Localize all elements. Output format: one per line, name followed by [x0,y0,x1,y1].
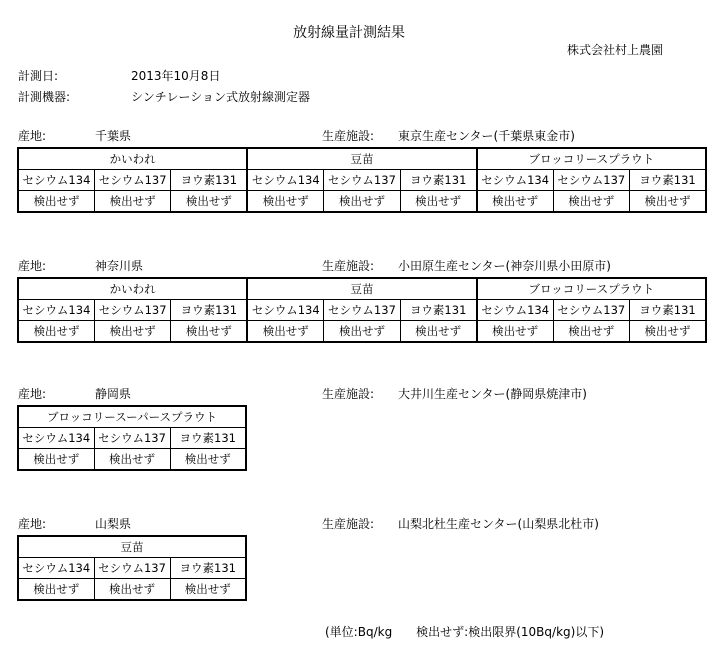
result-cell: 検出せず [324,191,400,213]
isotope-header: セシウム137 [94,428,170,449]
result-cell: 検出せず [400,191,476,213]
origin-value: 神奈川県 [95,259,144,273]
isotope-header: セシウム134 [247,300,323,321]
result-cell: 検出せず [630,321,706,343]
facility-label: 生産施設: [322,387,375,401]
result-table [17,535,247,601]
isotope-header: セシウム137 [94,558,170,579]
isotope-header: セシウム137 [553,170,629,191]
result-cell: 検出せず [94,579,170,601]
result-cell: 検出せず [170,449,246,471]
result-cell: 検出せず [324,321,400,343]
result-cell: 検出せず [18,579,94,601]
facility-value: 山梨北杜生産センター(山梨県北杜市) [398,517,599,531]
result-cell: 検出せず [477,321,553,343]
facility-label: 生産施設: [322,129,375,143]
isotope-header: セシウム134 [247,170,323,191]
origin-label: 産地: [18,129,47,143]
result-cell: 検出せず [18,321,94,343]
product-header: 豆苗 [247,148,476,170]
result-cell: 検出せず [171,191,247,213]
product-header: かいわれ [18,148,247,170]
result-cell: 検出せず [18,449,94,471]
result-cell: 検出せず [630,191,706,213]
isotope-header: セシウム134 [18,300,94,321]
product-header: ブロッコリースーパースプラウト [18,406,246,428]
result-cell: 検出せず [171,321,247,343]
facility-value: 東京生産センター(千葉県東金市) [398,129,575,143]
result-table [17,277,707,343]
product-header: かいわれ [18,278,247,300]
origin-label: 産地: [18,387,47,401]
isotope-header: セシウム134 [477,300,553,321]
result-cell: 検出せず [400,321,476,343]
isotope-header: ヨウ素131 [400,170,476,191]
result-table [17,405,247,471]
facility-value: 大井川生産センター(静岡県焼津市) [398,387,587,401]
isotope-header: セシウム134 [18,428,94,449]
isotope-header: セシウム134 [18,170,94,191]
isotope-header: ヨウ素131 [630,300,706,321]
product-header: ブロッコリースプラウト [477,148,706,170]
isotope-header: ヨウ素131 [171,170,247,191]
product-header: ブロッコリースプラウト [477,278,706,300]
company-name: 株式会社村上農園 [567,43,664,57]
result-cell: 検出せず [247,321,323,343]
facility-value: 小田原生産センター(神奈川県小田原市) [398,259,611,273]
measure-device-value: シンチレーション式放射線測定器 [131,90,310,104]
result-cell: 検出せず [94,191,170,213]
result-cell: 検出せず [94,321,170,343]
isotope-header: ヨウ素131 [170,558,246,579]
facility-label: 生産施設: [322,259,375,273]
origin-value: 山梨県 [95,517,132,531]
isotope-header: セシウム137 [324,300,400,321]
isotope-header: セシウム137 [94,170,170,191]
result-cell: 検出せず [553,321,629,343]
result-cell: 検出せず [553,191,629,213]
isotope-header: ヨウ素131 [630,170,706,191]
origin-value: 静岡県 [95,387,132,401]
product-header: 豆苗 [18,536,246,558]
page-title: 放射線量計測結果 [293,25,405,41]
product-header: 豆苗 [247,278,476,300]
measure-device-label: 計測機器: [18,90,71,104]
result-cell: 検出せず [247,191,323,213]
isotope-header: セシウム134 [477,170,553,191]
isotope-header: ヨウ素131 [400,300,476,321]
isotope-header: セシウム134 [18,558,94,579]
facility-label: 生産施設: [322,517,375,531]
measure-date-value: 2013年10月8日 [131,69,221,83]
result-cell: 検出せず [18,191,94,213]
isotope-header: セシウム137 [324,170,400,191]
result-cell: 検出せず [170,579,246,601]
origin-value: 千葉県 [95,129,132,143]
result-table [17,147,707,213]
origin-label: 産地: [18,517,47,531]
isotope-header: セシウム137 [94,300,170,321]
origin-label: 産地: [18,259,47,273]
result-cell: 検出せず [477,191,553,213]
isotope-header: ヨウ素131 [170,428,246,449]
result-cell: 検出せず [94,449,170,471]
isotope-header: ヨウ素131 [171,300,247,321]
isotope-header: セシウム137 [553,300,629,321]
footnote: (単位:Bq/kg 検出せず:検出限界(10Bq/kg)以下) [325,625,605,639]
measure-date-label: 計測日: [18,69,59,83]
